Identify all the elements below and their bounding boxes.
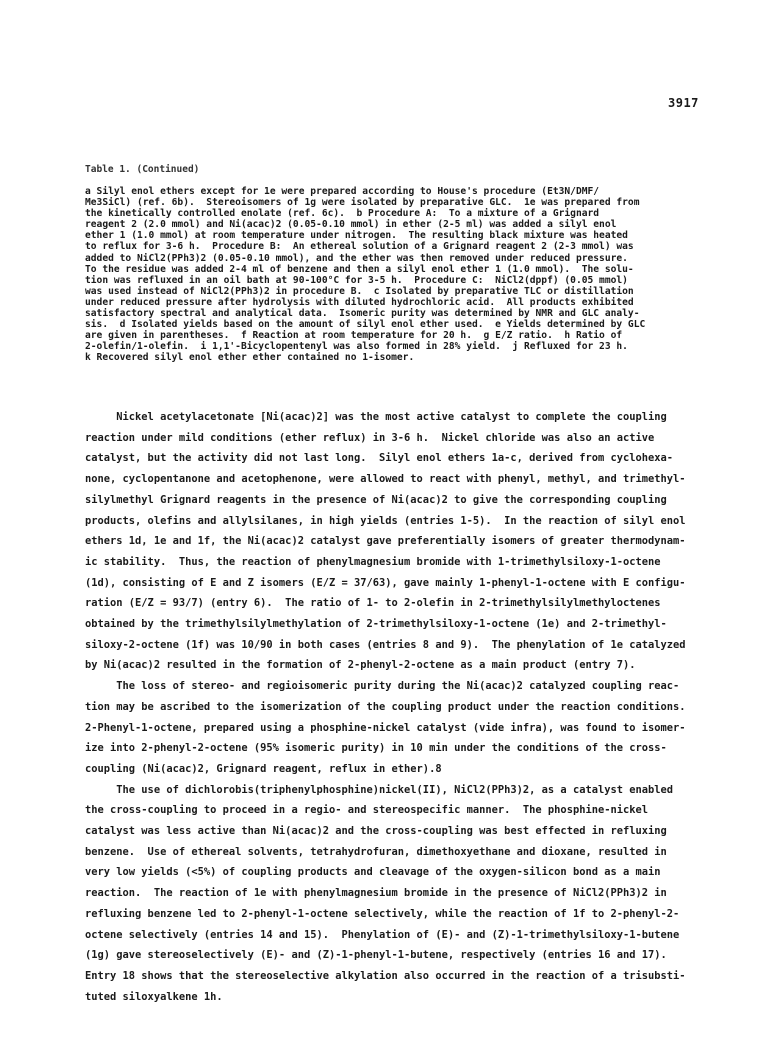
body-line: refluxing benzene led to 2-phenyl-1-octene selectively, while the reaction of 1f to 2-phenyl-2-	[85, 907, 680, 920]
footnote-line: was used instead of NiCl2(PPh3)2 in procedure B. c Isolated by preparative TLC or distillation	[85, 285, 634, 297]
body-line: products, olefins and allylsilanes, in high yields (entries 1-5). In the reaction of silyl enol	[85, 514, 686, 527]
footnote-line: ether 1 (1.0 mmol) at room temperature under nitrogen. The resulting black mixture was heated	[85, 230, 628, 242]
body-line: (1d), consisting of E and Z isomers (E/Z = 37/63), gave mainly 1-phenyl-1-octene with E configu-	[85, 576, 686, 589]
body-line: catalyst was less active than Ni(acac)2 and the cross-coupling was best effected in refluxing	[85, 825, 667, 838]
body-line: catalyst, but the activity did not last long. Silyl enol ethers 1a-c, derived from cyclohexa-	[85, 452, 674, 465]
body-line: obtained by the trimethylsilylmethylation of 2-trimethylsiloxy-1-octene (1e) and 2-trimethyl-	[85, 618, 667, 631]
body-line: none, cyclopentanone and acetophenone, were allowed to react with phenyl, methyl, and trimethyl-	[85, 473, 686, 486]
footnote-line: satisfactory spectral and analytical data. Isomeric purity was determined by NMR and GLC analy-	[85, 308, 640, 320]
footnote-line: sis. d Isolated yields based on the amount of silyl enol ether used. e Yields determined by GLC	[85, 319, 646, 331]
footnote-line: reagent 2 (2.0 mmol) and Ni(acac)2 (0.05-0.10 mmol) in ether (2-5 ml) was added a silyl enol	[85, 219, 617, 231]
body-line: octene selectively (entries 14 and 15). Phenylation of (E)- and (Z)-1-trimethylsiloxy-1-butene	[85, 928, 680, 941]
footnote-line: a Silyl enol ethers except for 1e were prepared according to House's procedure (Et3N/DMF/	[85, 186, 600, 197]
body-line: ic stability. Thus, the reaction of phenylmagnesium bromide with 1-trimethylsiloxy-1-octene	[85, 555, 661, 568]
body-line: ethers 1d, 1e and 1f, the Ni(acac)2 catalyst gave preferentially isomers of greater thermodynam-	[85, 535, 686, 548]
body-line: The loss of stereo- and regioisomeric purity during the Ni(acac)2 catalyzed coupling reac-	[85, 680, 680, 693]
footnote-line: k Recovered silyl enol ether ether contained no 1-isomer.	[85, 352, 415, 364]
body-text	[85, 407, 725, 1007]
body-line: tion may be ascribed to the isomerization of the coupling product under the reaction conditions.	[85, 700, 686, 713]
body-line: The use of dichlorobis(triphenylphosphine)nickel(II), NiCl2(PPh3)2, as a catalyst enabled	[85, 783, 674, 796]
body-line: silylmethyl Grignard reagents in the presence of Ni(acac)2 to give the corresponding coupling	[85, 493, 667, 506]
footnote-line: under reduced pressure after hydrolysis with diluted hydrochloric acid. All products exhibited	[85, 296, 634, 308]
footnote-line: to reflux for 3-6 h. Procedure B: An ethereal solution of a Grignard reagent 2 (2-3 mmol) was	[85, 241, 634, 253]
table-caption: Table 1. (Continued)	[85, 164, 200, 175]
body-line: ration (E/Z = 93/7) (entry 6). The ratio of 1- to 2-olefin in 2-trimethylsilylmethyloctenes	[85, 597, 661, 610]
body-line: 2-Phenyl-1-octene, prepared using a phosphine-nickel catalyst (vide infra), was found to isomer-	[85, 721, 686, 734]
body-line: benzene. Use of ethereal solvents, tetrahydrofuran, dimethoxyethane and dioxane, resulted in	[85, 845, 667, 858]
body-line: ize into 2-phenyl-2-octene (95% isomeric purity) in 10 min under the conditions of the cross-	[85, 742, 667, 755]
body-line: coupling (Ni(acac)2, Grignard reagent, reflux in ether).8	[85, 762, 442, 775]
table-footnotes	[85, 186, 715, 364]
footnote-line: tion was refluxed in an oil bath at 90-100°C for 3-5 h. Procedure C: NiCl2(dppf) (0.05 mmol)	[85, 274, 628, 286]
body-line: the cross-coupling to proceed in a regio- and stereospecific manner. The phosphine-nickel	[85, 804, 649, 817]
footnote-line: are given in parentheses. f Reaction at room temperature for 20 h. g E/Z ratio. h Ratio of	[85, 330, 623, 342]
body-line: by Ni(acac)2 resulted in the formation of 2-phenyl-2-octene as a main product (entry 7).	[85, 659, 636, 672]
body-line: reaction under mild conditions (ether reflux) in 3-6 h. Nickel chloride was also an active	[85, 431, 655, 444]
body-line: reaction. The reaction of 1e with phenylmagnesium bromide in the presence of NiCl2(PPh3)2 in	[85, 887, 667, 900]
body-line: Nickel acetylacetonate [Ni(acac)2] was the most active catalyst to complete the coupling	[85, 411, 667, 423]
page-number: 3917	[668, 96, 699, 110]
footnote-line: To the residue was added 2-4 ml of benzene and then a silyl enol ether 1 (1.0 mmol). The solu-	[85, 263, 634, 275]
body-line: very low yields (<5%) of coupling products and cleavage of the oxygen-silicon bond as a main	[85, 866, 661, 879]
footnote-line: Me3SiCl) (ref. 6b). Stereoisomers of 1g were isolated by preparative GLC. 1e was prepared from	[85, 197, 640, 209]
footnote-line: added to NiCl2(PPh3)2 (0.05-0.10 mmol), and the ether was then removed under reduced pressure.	[85, 252, 628, 264]
footnote-line: the kinetically controlled enolate (ref. 6c). b Procedure A: To a mixture of a Grignard	[85, 208, 600, 220]
body-line: siloxy-2-octene (1f) was 10/90 in both cases (entries 8 and 9). The phenylation of 1e catalyzed	[85, 638, 686, 651]
body-line: Entry 18 shows that the stereoselective alkylation also occurred in the reaction of a trisubsti-	[85, 969, 686, 982]
footnote-line: 2-olefin/1-olefin. i 1,1'-Bicyclopentenyl was also formed in 28% yield. j Refluxed for 23 h.	[85, 341, 628, 353]
body-line: tuted siloxyalkene 1h.	[85, 990, 223, 1003]
body-line: (1g) gave stereoselectively (E)- and (Z)-1-phenyl-1-butene, respectively (entries 16 and 17).	[85, 949, 667, 962]
